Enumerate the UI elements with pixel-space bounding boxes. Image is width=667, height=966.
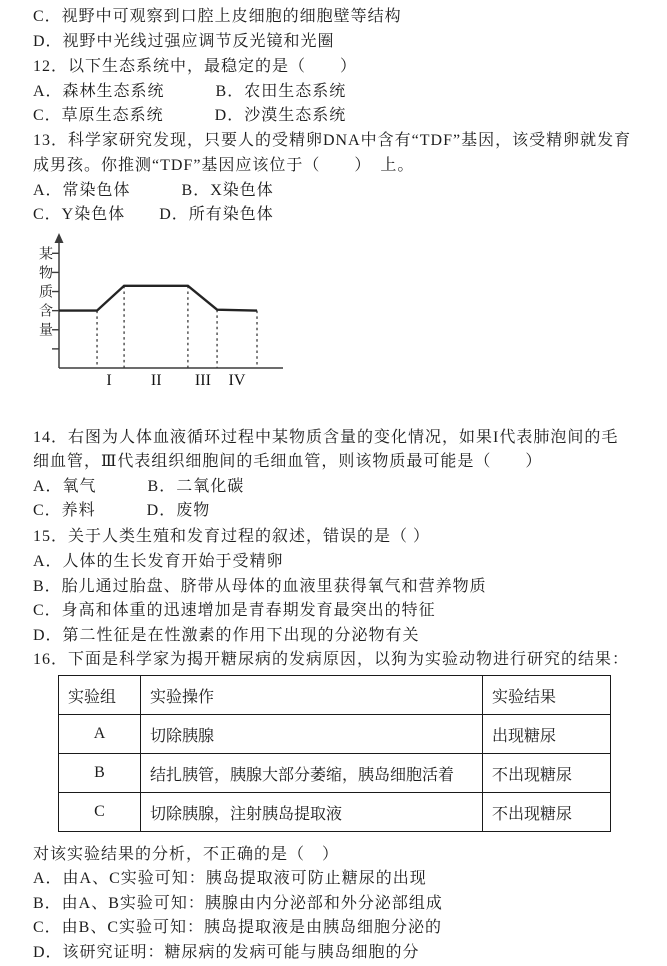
q11-option-c: C．视野中可观察到口腔上皮细胞的细胞壁等结构 [33,8,402,25]
column-header-group: 实验组 [59,676,141,715]
column-header-result: 实验结果 [483,676,611,715]
q11-option-d: D．视野中光线过强应调节反光镜和光圈 [33,33,335,50]
cell-result: 出现糖尿 [483,715,611,754]
q13-options-cd: C．Y染色体 D．所有染色体 [33,206,274,223]
q16-intro: 16．下面是科学家为揭开糖尿病的发病原因，以狗为实验动物进行研究的结果： [33,651,630,668]
data-line [59,286,257,311]
q12-options-ab: A．森林生态系统 B．农田生态系统 [33,83,347,100]
cell-group: A [59,715,141,754]
cell-operation: 切除胰腺 [141,715,483,754]
y-axis-arrow-icon [55,233,64,243]
q15-option-d: D．第二性征是在性激素的作用下出现的分泌物有关 [33,627,420,644]
q12-options-cd: C．草原生态系统 D．沙漠生态系统 [33,107,347,124]
cell-operation: 切除胰腺，注射胰岛提取液 [141,793,483,832]
x-section-label: II [150,372,162,389]
q16-option-b: B．由A、B实验可知：胰腺由内分泌部和外分泌部组成 [33,895,443,912]
experiment-table [58,675,611,832]
q15-option-c: C．身高和体重的迅速增加是青春期发育最突出的特征 [33,602,436,619]
q16-analysis-stem: 对该实验结果的分析，不正确的是（ ） [33,846,340,863]
cell-group: B [59,754,141,793]
chart-y-axis-label: 某物质含量 [37,246,52,341]
q15-option-a: A．人体的生长发育开始于受精卵 [33,553,284,570]
table-header-row [59,676,611,715]
q16-option-a: A．由A、C实验可知：胰岛提取液可防止糖尿的出现 [33,870,427,887]
table-row [59,715,611,754]
x-section-label: III [194,372,211,389]
q14-options-cd: C．养料 D．废物 [33,502,211,519]
q13-options-ab: A．常染色体 B．X染色体 [33,182,274,199]
cell-operation: 结扎胰管，胰腺大部分萎缩，胰岛细胞活着 [141,754,483,793]
q12-stem: 12．以下生态系统中，最稳定的是（ ） [33,58,358,75]
q16-option-c: C．由B、C实验可知：胰岛提取液是由胰岛细胞分泌的 [33,919,443,936]
table-row [59,793,611,832]
x-section-label: IV [228,372,246,389]
cell-result: 不出现糖尿 [483,793,611,832]
cell-result: 不出现糖尿 [483,754,611,793]
q16-option-d: D．该研究证明：糖尿病的发病可能与胰岛细胞的分 [33,944,420,961]
q13-stem-line2: 成男孩。你推测“TDF”基因应该位于（ ） 上。 [33,157,415,174]
q14-stem-line2: 细血管，Ⅲ代表组织细胞间的毛细血管，则该物质最可能是（ ） [33,453,543,470]
q14-options-ab: A．氧气 B．二氧化碳 [33,478,245,495]
table-row [59,754,611,793]
cell-group: C [59,793,141,832]
q15-option-b: B．胎儿通过胎盘、脐带从母体的血液里获得氧气和营养物质 [33,578,487,595]
column-header-operation: 实验操作 [141,676,483,715]
q15-stem: 15．关于人类生殖和发育过程的叙述，错误的是（ ） [33,528,431,545]
q14-stem-line1: 14．右图为人体血液循环过程中某物质含量的变化情况，如果I代表肺泡间的毛 [33,429,619,446]
q13-stem-line1: 13．科学家研究发现，只要人的受精卵DNA中含有“TDF”基因，该受精卵就发育 [33,132,632,149]
x-section-label: I [106,372,112,389]
